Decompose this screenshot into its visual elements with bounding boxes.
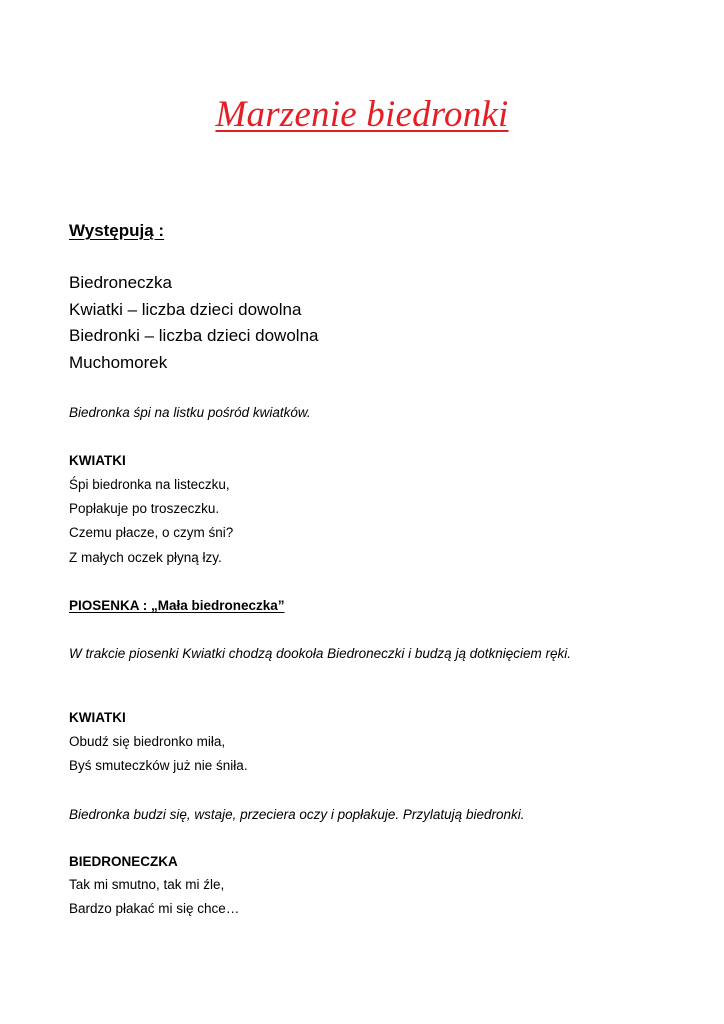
- stage-direction: Biedronka śpi na listku pośród kwiatków.: [69, 405, 311, 420]
- verse-line: Tak mi smutno, tak mi źle,: [69, 877, 225, 892]
- speaker-name: BIEDRONECZKA: [69, 854, 178, 869]
- verse-line: Z małych oczek płyną łzy.: [69, 549, 222, 565]
- cast-item: Muchomorek: [69, 352, 168, 372]
- verse-line: Śpi biedronka na listeczku,: [69, 477, 230, 492]
- stage-direction: W trakcie piosenki Kwiatki chodzą dookoła Biedroneczki i budzą ją dotknięciem ręki.: [69, 646, 571, 661]
- verse-line: Byś smuteczków już nie śniła.: [69, 758, 248, 774]
- song-title: PIOSENKA : „Mała biedroneczka”: [69, 598, 285, 613]
- verse-line: Czemu płacze, o czym śni?: [69, 525, 234, 541]
- speaker-name: KWIATKI: [69, 710, 126, 725]
- document-title: Marzenie biedronki: [215, 94, 509, 135]
- verse-lines: [69, 473, 628, 570]
- verse-line: Obudź się biedronko miła,: [69, 734, 226, 749]
- verse-line: Bardzo płakać mi się chce…: [69, 901, 240, 917]
- cast-item: Biedroneczka: [69, 273, 173, 292]
- cast-item: Biedronki – liczba dzieci dowolna: [69, 326, 319, 345]
- verse-lines: [69, 730, 628, 778]
- verse-line: Popłakuje po troszeczku.: [69, 501, 220, 517]
- stage-direction: Biedronka budzi się, wstaje, przeciera oczy i popłakuje. Przylatują biedronki.: [69, 807, 525, 822]
- speaker-name: KWIATKI: [69, 453, 126, 468]
- cast-item: Kwiatki – liczba dzieci dowolna: [69, 299, 302, 319]
- cast-heading: Występują :: [69, 221, 165, 240]
- cast-list: [69, 270, 628, 376]
- verse-lines: [69, 873, 628, 921]
